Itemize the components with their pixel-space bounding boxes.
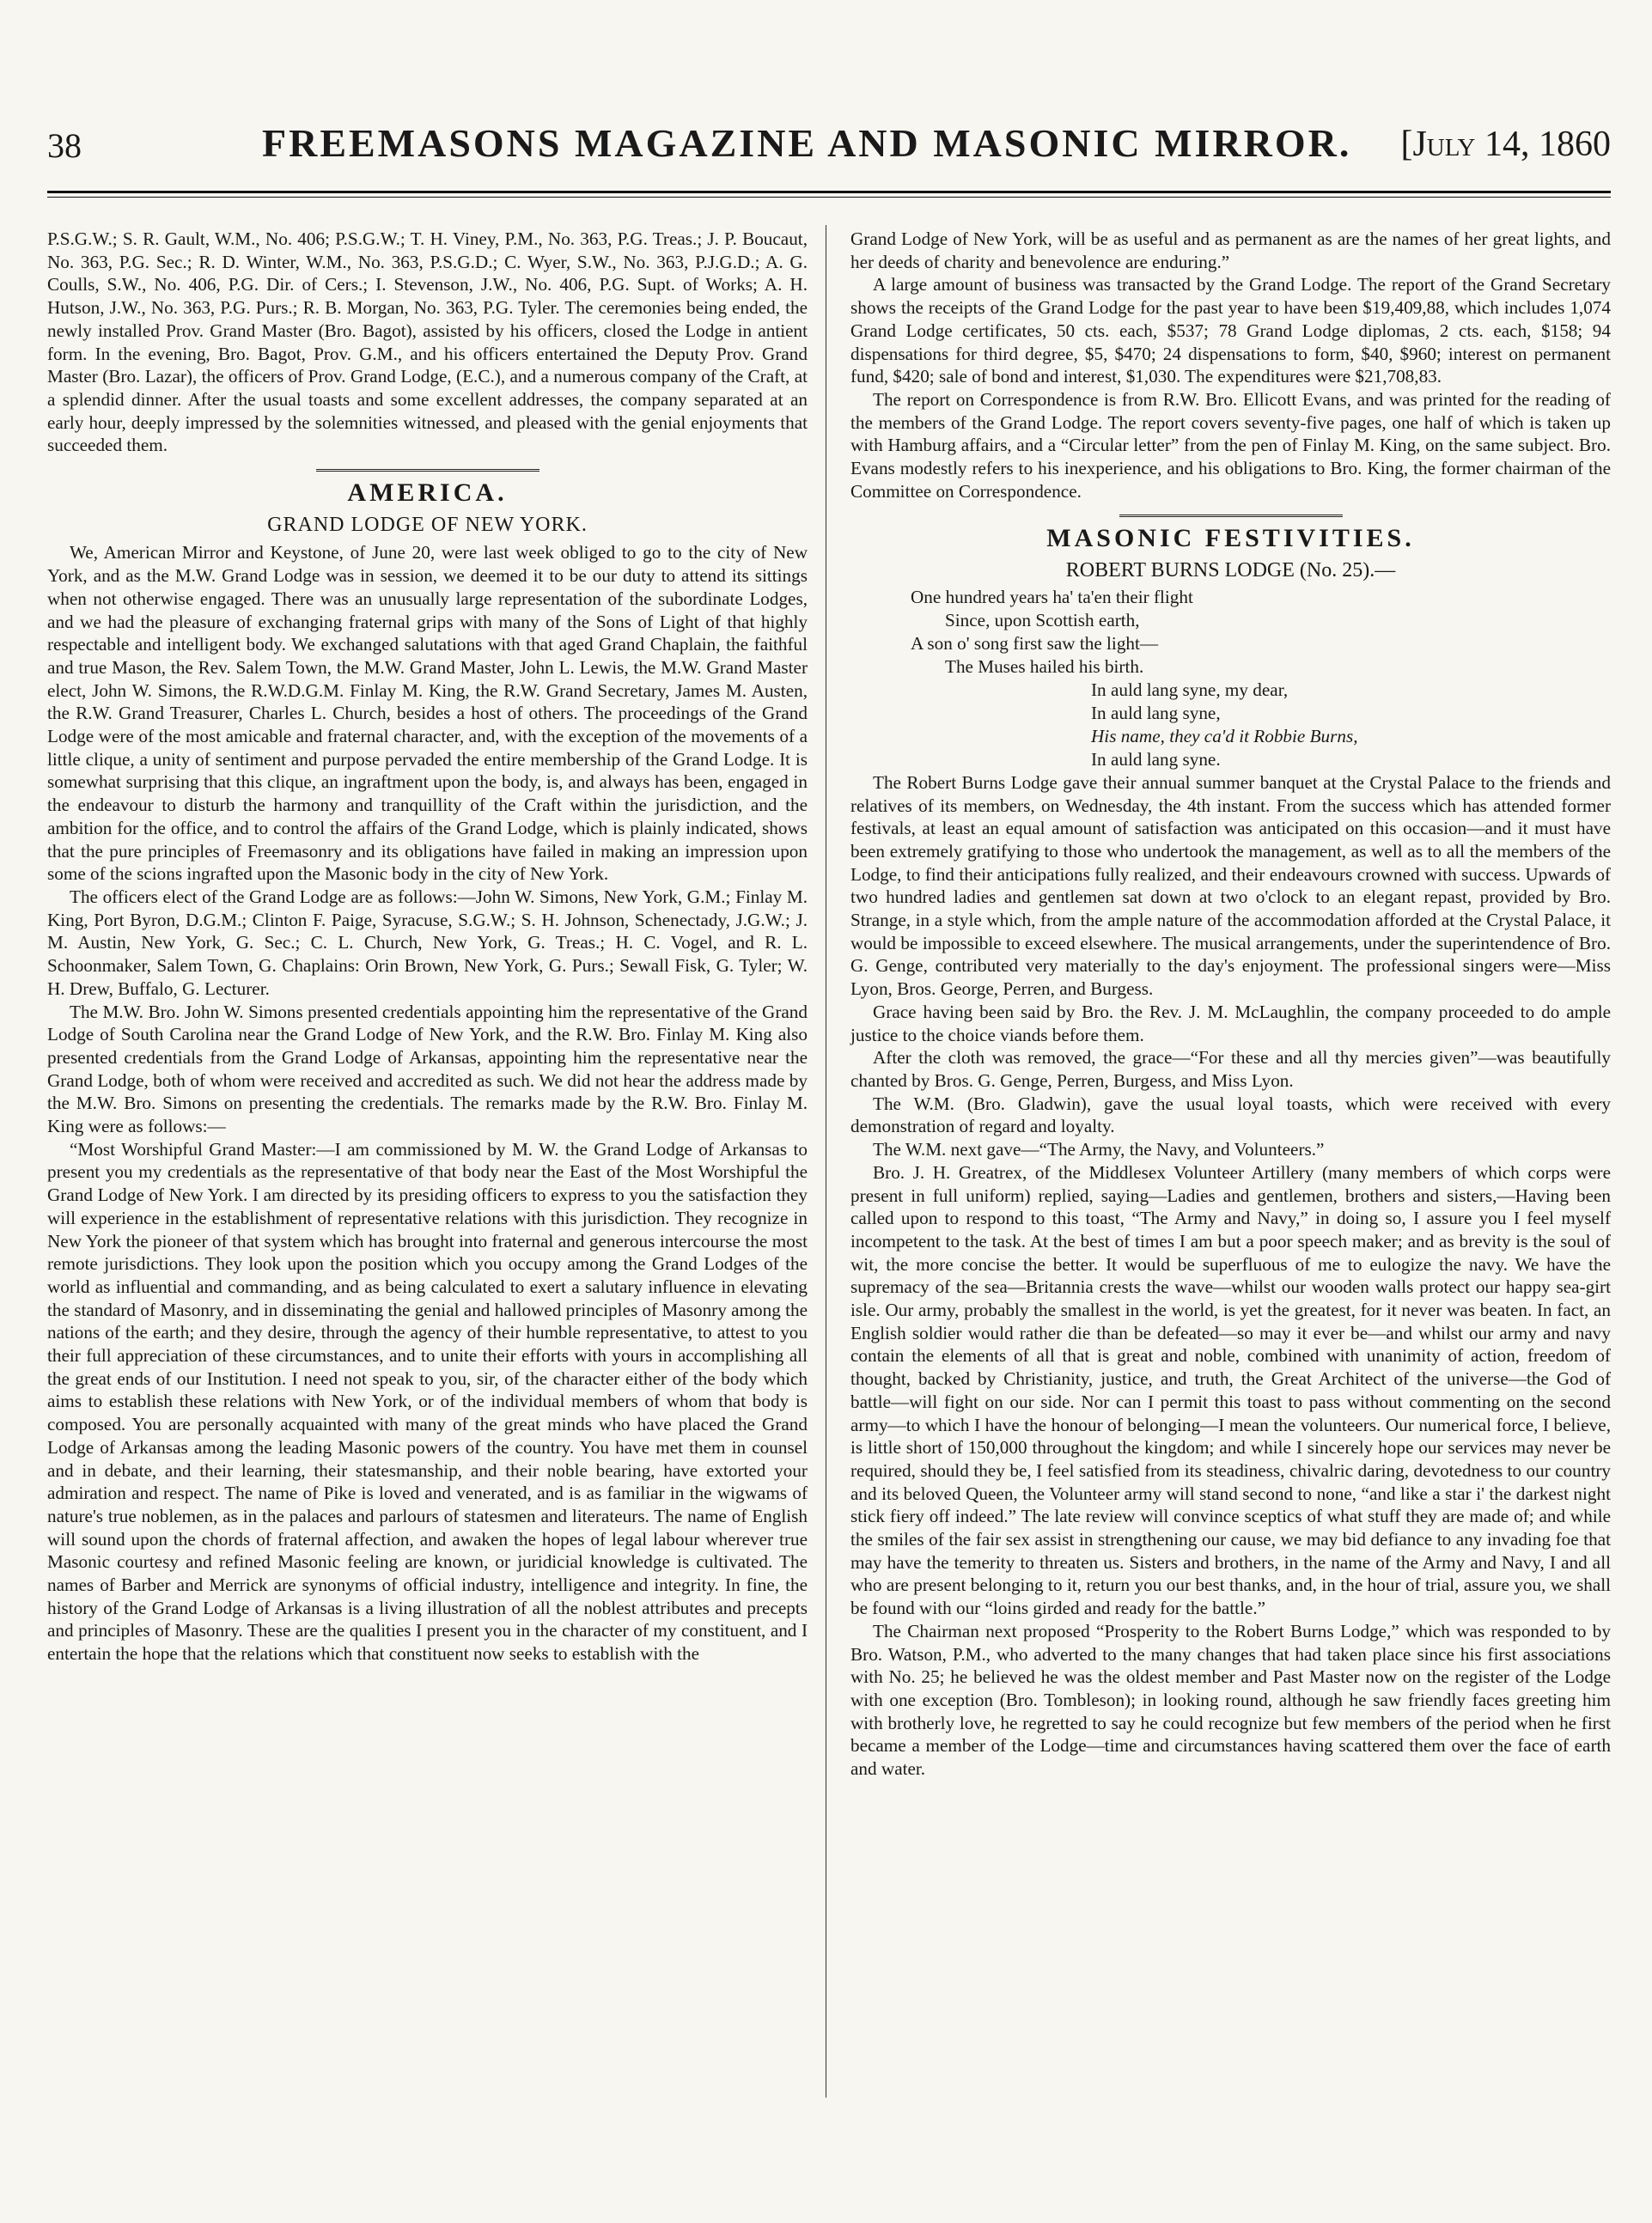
paragraph: The W.M. (Bro. Gladwin), gave the usual loyal toasts, which were received with every demonstration of regard and loyalty. (850, 1093, 1611, 1137)
left-column (47, 228, 808, 1666)
verse-line: In auld lang syne. (1091, 748, 1221, 770)
paragraph: The W.M. next gave—“The Army, the Navy, and Volunteers.” (873, 1139, 1325, 1160)
poem-verse (911, 586, 1611, 771)
paragraph: After the cloth was removed, the grace—“For these and all thy mercies given”—was beautifully chanted by Bros. G. Genge, Perren, Burgess, and Miss Lyon. (850, 1047, 1611, 1091)
verse-line: Since, upon Scottish earth, (945, 609, 1140, 630)
verse-line: One hundred years ha' ta'en their flight (911, 586, 1193, 607)
paragraph: Grace having been said by Bro. the Rev. J. M. McLaughlin, the company proceeded to do ample justice to the choice viands before them. (850, 1001, 1611, 1045)
paragraph: Bro. J. H. Greatrex, of the Middlesex Volunteer Artillery (many members of which corps were present in full uniform) replied, saying—Ladies and gentlemen, brothers and sisters,—Having been called upon to respond to this toast, “The Army and Navy,” in doing so, I assure you I feel myself incompetent to the task. At the best of times I am but a poor speech maker; and as brevity is the soul of wit, the more concise the better. It would be superfluous of me to eulogize the navy. We have the supremacy of the sea—Britannia crests the wave—whilst our wooden walls protect our happy sea-girt isle. Our army, probably the smallest in the world, is yet the greatest, for it never was beaten. In fact, an English soldier would rather die than be defeated—so may it ever be—and whilst our army and navy contain the elements of all that is great and noble, combined with unanimity of action, freedom of thought, backed by Christianity, justice, and truth, the Great Architect of the universe—the God of battle—will fight on our side. Nor can I permit this toast to pass without commenting on the second army—to which I have the honour of belonging—I mean the volunteers. Our numerical force, I believe, is little short of 150,000 throughout the kingdom; and while I sincerely hope our services may never be required, should they be, I feel satisfied from its steadiness, chivalric daring, devotedness to our country and its beloved Queen, the Volunteer army will stand second to none, “and like a star i' the darkest night stick fiery off indeed.” The late review will convince sceptics of what stuff they are made of; and while the smiles of the fair sex assist in strengthening our cause, we may bid defiance to any invading foe that may have the temerity to threaten us. Sisters and brothers, in the name of the Army and Navy, I and all who are present belonging to it, return you our best thanks, and, in the hour of trial, assure you, we shall be found with our “loins girded and ready for the battle.” (850, 1161, 1611, 1619)
paragraph: The M.W. Bro. John W. Simons presented credentials appointing him the representative of the Grand Lodge of South Carolina near the Grand Lodge of New York, and the R.W. Bro. Finlay M. King also presented credentials from the Grand Lodge of Arkansas, appointing him the representative near the Grand Lodge, both of whom were received and accredited as such. We did not hear the address made by the M.W. Bro. Simons on presenting the credentials. The remarks made by the R.W. Bro. Finlay M. King were as follows:— (47, 1001, 808, 1137)
paragraph: The officers elect of the Grand Lodge are as follows:—John W. Simons, New York, G.M.; Finlay M. King, Port Byron, D.G.M.; Clinton F. Paige, Syracuse, S.G.W.; S. H. Johnson, Schenectady, J.G.W.; J. M. Austin, New York, G. Sec.; C. L. Church, New York, G. Treas.; H. C. Vogel, and R. L. Schoonmaker, Salem Town, G. Chaplains: Orin Brown, New York, G. Purs.; Sewall Fisk, G. Tyler; W. H. Drew, Buffalo, G. Lecturer. (47, 886, 808, 999)
paragraph: The Chairman next proposed “Prosperity to the Robert Burns Lodge,” which was responded to by Bro. Watson, P.M., who adverted to the many changes that had taken place since his first associations with No. 25; he believed he was the oldest member and Past Master now on the register of the Lodge with one exception (Bro. Tombleson); in looking round, although he saw friendly faces greeting him with brotherly love, he regretted to say he could recognize but few members of the period when he first became a member of the Lodge—time and circumstances having scattered them over the face of earth and water. (850, 1620, 1611, 1780)
paragraph: “Most Worshipful Grand Master:—I am commissioned by M. W. the Grand Lodge of Arkansas to present you my credentials as the representative of that body near the East of the Most Worshipful the Grand Lodge of New York. I am directed by its presiding officers to express to you the satisfaction they will experience in the establishment of representative relations with this jurisdiction. They recognize in New York the pioneer of that system which has brought into fraternal and generous intercourse the most remote jurisdictions. They look upon the position which you occupy among the Grand Lodges of the world as influential and commanding, and as being calculated to exert a salutary influence in elevating the standard of Masonry, and in disseminating the genial and hallowed principles of Masonry among the nations of the earth; and they desire, through the agency of their humble representative, to attest to you their full appreciation of these circumstances, and to unite their efforts with yours in accomplishing all the great ends of our Institution. I need not speak to you, sir, of the character either of the body which aims to establish these relations with New York, or of the individual members of whom that body is composed. You are personally acquainted with many of the great minds who have placed the Grand Lodge of Arkansas among the leading Masonic powers of the country. You have met them in counsel and in debate, and their learning, their statesmanship, and their noble bearing, have extorted your admiration and respect. The name of Pike is loved and venerated, and is as familiar in the wigwams of nature's true noblemen, as in the palaces and parlours of statesmen and literateurs. The name of English will sound upon the chords of fraternal affection, and awaken the hopes of legal labour wherever true Masonic courtesy and refined Masonic feeling are known, or juridicial knowledge is cultivated. The names of Barber and Merrick are synonyms of official industry, intelligence and integrity. In fine, the history of the Grand Lodge of Arkansas is a living illustration of all the noblest attributes and precepts and principles of Masonry. These are the qualities I present you in the character of my constituent, and I entertain the hope that the relations which that constituent now seeks to establish with the (47, 1138, 808, 1665)
header-rule-thin (47, 197, 1611, 198)
verse-line: In auld lang syne, my dear, (1091, 679, 1289, 700)
paragraph: Grand Lodge of New York, will be as useful and as permanent as are the names of her great lights, and her deeds of charity and benevolence are enduring.” (850, 228, 1611, 272)
verse-line: His name, they ca'd it Robbie Burns, (1091, 725, 1358, 746)
right-column (850, 228, 1611, 1781)
paragraph: The Robert Burns Lodge gave their annual summer banquet at the Crystal Palace to the friends and relatives of its members, on Wednesday, the 4th instant. From the success which has attended former festivals, at least an equal amount of satisfaction was anticipated on this occasion—and it must have been extremely gratifying to those who undertook the management, as well as to all the members of the Lodge, to find their anticipations fully realized, and their endeavours crowned with success. Upwards of two hundred ladies and gentlemen sat down at two o'clock to an elegant repast, provided by Bro. Strange, in a style which, from the ample nature of the accommodation afforded at the Crystal Palace, it would be impossible to exceed elsewhere. The musical arrangements, under the superintendence of Bro. G. Genge, contributed very materially to the day's enjoyment. The professional singers were—Miss Lyon, Bros. George, Perren, and Burgess. (850, 771, 1611, 1000)
subtitle-robert-burns-lodge: ROBERT BURNS LODGE (No. 25).— (1065, 559, 1396, 582)
section-separator (316, 469, 539, 472)
section-title-america: AMERICA. (347, 478, 508, 508)
masthead: FREEMASONS MAGAZINE AND MASONIC MIRROR. (262, 121, 1352, 165)
verse-line: A son o' song first saw the light— (911, 632, 1159, 654)
paragraph: The report on Correspondence is from R.W. Bro. Ellicott Evans, and was printed for the reading of the members of the Grand Lodge. The report covers seventy-five pages, one half of which is taken up with Hamburg affairs, and a “Circular letter” from the pen of Finlay M. King, on the same subject. Bro. Evans modestly refers to his inexperience, and his obligations to Bro. King, the former chairman of the Committee on Correspondence. (850, 388, 1611, 502)
page-number: 38 (47, 126, 82, 165)
verse-line: The Muses hailed his birth. (945, 655, 1144, 677)
issue-date: [July 14, 1860 (1400, 125, 1611, 164)
paragraph: A large amount of business was transacted by the Grand Lodge. The report of the Grand Secretary shows the receipts of the Grand Lodge for the past year to have been $19,409,88, which includes 1,074 Grand Lodge certificates, 50 cts. each, $537; 78 Grand Lodge diplomas, 2 cts. each, $158; 94 dispensations for third degree, $5, $470; 24 dispensations to form, $40, $960; interest on permanent fund, $420; sale of bond and interest, $1,030. The expenditures were $21,708,83. (850, 274, 1611, 387)
section-title-festivities: MASONIC FESTIVITIES. (1046, 524, 1415, 553)
intro-paragraph: P.S.G.W.; S. R. Gault, W.M., No. 406; P.S.G.W.; T. H. Viney, P.M., No. 363, P.G. Treas.; J. P. Boucaut, No. 363, P.G. Sec.; R. D. Winter, W.M., No. 363, P.S.G.D.; C. Wyer, S.W., No. 363, P.J.G.D.; A. G. Coulls, S.W., No. 406, P.G. Dir. of Cers.; I. Stevenson, J.W., No. 406, P.G. Supt. of Works; A. H. Hutson, J.W., No. 363, P.G. Purs.; R. B. Morgan, No. 363, P.G. Tyler. The ceremonies being ended, the newly installed Prov. Grand Master (Bro. Bagot), assisted by his officers, closed the Lodge in antient form. In the evening, Bro. Bagot, Prov. G.M., and his officers entertained the Deputy Prov. Grand Master (Bro. Lazar), the officers of Prov. Grand Lodge, (E.C.), and a numerous company of the Craft, at a splendid dinner. After the usual toasts and some excellent addresses, the company separated at an early hour, deeply impressed by the solemnities witnessed, and pleased with the genial enjoyments that succeeded them. (47, 228, 808, 456)
verse-line: In auld lang syne, (1091, 702, 1221, 723)
paragraph: We, American Mirror and Keystone, of June 20, were last week obliged to go to the city of New York, and as the M.W. Grand Lodge was in session, we deemed it to be our duty to attend its sittings when not otherwise engaged. There was an unusually large representation of the subordinate Lodges, and we had the pleasure of exchanging fraternal grips with many of the Sons of Light of that highly respectable and intelligent body. We exchanged salutations with that aged Grand Chaplain, the faithful and true Mason, the Rev. Salem Town, the M.W. Grand Master, John L. Lewis, the M.W. Grand Master elect, John W. Simons, the R.W.D.G.M. Finlay M. King, the R.W. Grand Secretary, James M. Austen, the R.W. Grand Treasurer, Charles L. Church, besides a host of others. The proceedings of the Grand Lodge were of the most amicable and fraternal character, and, with the exception of the movements of a little clique, a unity of sentiment and purpose pervaded the entire membership of the Grand Lodge. It is somewhat surprising that this clique, an ingraftment upon the body, is, and always has been, engaged in the endeavour to disturb the harmony and tranquillity of the Craft within the jurisdiction, and the ambition for the office, and to control the affairs of the Grand Lodge, which is plainly indicated, shows that the pure principles of Freemasonry and its obligations have failed in making an impression upon some of the scions ingrafted upon the Masonic body in the city of New York. (47, 542, 808, 885)
header-rule (47, 191, 1611, 193)
section-separator (1119, 515, 1343, 517)
page-header (47, 120, 1611, 180)
subtitle-grand-lodge-new-york: GRAND LODGE OF NEW YORK. (267, 513, 588, 536)
